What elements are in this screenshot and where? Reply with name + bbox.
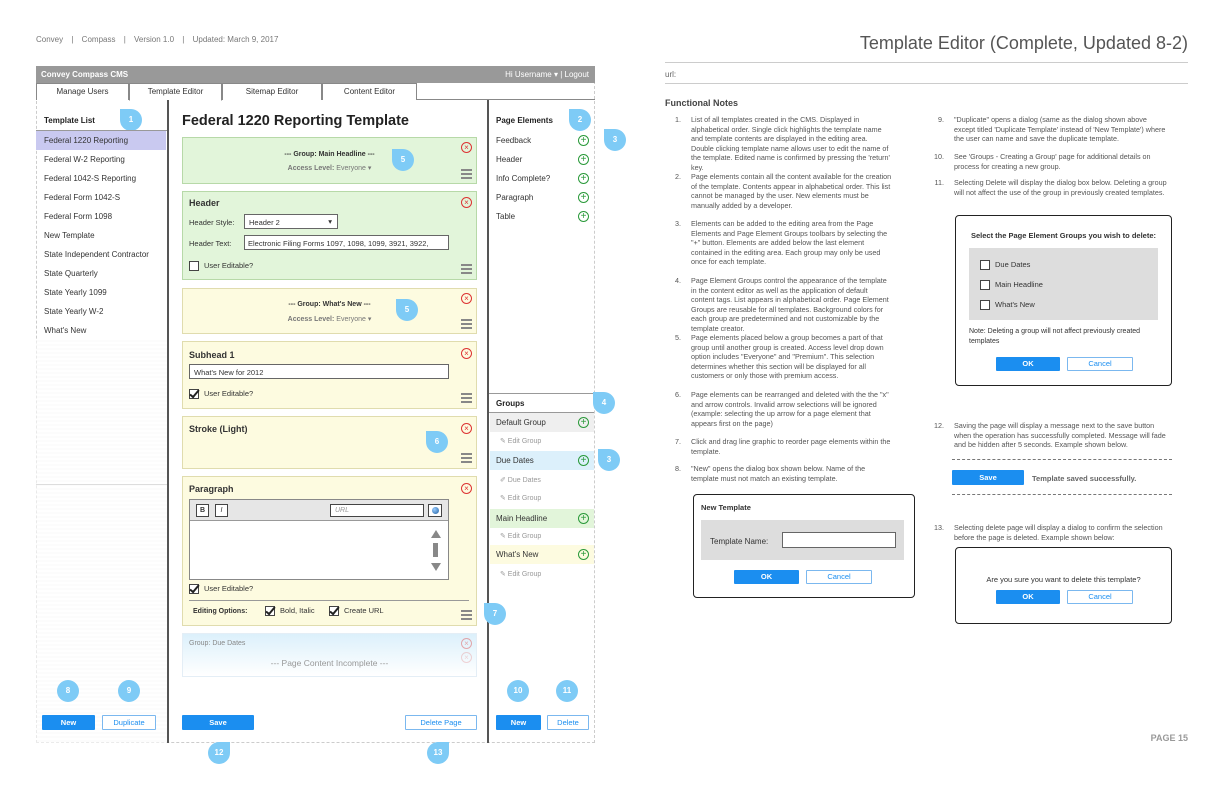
group-whats-new bbox=[182, 288, 477, 334]
note-number: 7. bbox=[675, 437, 681, 446]
note-number: 10. bbox=[934, 152, 944, 161]
meta-product: Convey bbox=[36, 35, 64, 44]
callout-badge: 2 bbox=[569, 109, 591, 131]
access-level[interactable] bbox=[183, 164, 476, 172]
element-title: Stroke (Light) bbox=[189, 424, 248, 434]
callout-badge: 5 bbox=[396, 299, 418, 321]
save-button-example[interactable]: Save bbox=[952, 470, 1024, 485]
cms-titlebar bbox=[36, 66, 595, 83]
add-icon[interactable]: + bbox=[578, 513, 589, 524]
subhead-input[interactable]: What's New for 2012 bbox=[189, 364, 449, 379]
callout-badge: 6 bbox=[426, 431, 448, 453]
group-item-main-headline[interactable]: Main Headline bbox=[490, 509, 594, 528]
group-option[interactable] bbox=[980, 280, 1043, 290]
note-item bbox=[930, 115, 1168, 145]
note-item bbox=[930, 421, 1168, 451]
tab-template-editor[interactable]: Template Editor bbox=[129, 83, 222, 101]
page-element-item: Feedback bbox=[496, 136, 532, 145]
save-button[interactable]: Save bbox=[182, 715, 254, 730]
callout-badge: 3 bbox=[598, 449, 620, 471]
header-element bbox=[182, 191, 477, 280]
edit-group-link[interactable]: ✎ Edit Group bbox=[500, 533, 542, 540]
incomplete-message: --- Page Content Incomplete --- bbox=[270, 658, 389, 668]
divider bbox=[952, 494, 1172, 495]
delete-group-button[interactable]: Delete bbox=[547, 715, 589, 730]
ok-button[interactable]: OK bbox=[734, 570, 799, 584]
header-text-input[interactable]: Electronic Filing Forms 1097, 1098, 1099, 3921, 3922, bbox=[244, 235, 449, 250]
callout-badge: 4 bbox=[593, 392, 615, 414]
cms-title: Convey Compass CMS bbox=[41, 70, 129, 79]
group-label: --- Group: Main Headline --- bbox=[284, 151, 375, 158]
drag-handle-icon[interactable] bbox=[461, 319, 472, 329]
dialog-title: New Template bbox=[701, 503, 751, 512]
scrollbar-thumb[interactable] bbox=[433, 543, 438, 557]
checkbox-label: User Editable? bbox=[204, 261, 254, 270]
checkbox-checked-icon bbox=[189, 389, 199, 399]
template-item[interactable]: Federal W-2 Reporting bbox=[44, 155, 125, 164]
note-text: See 'Groups - Creating a Group' page for additional details on process for creating a new group. bbox=[954, 152, 1151, 171]
user-editable-checkbox[interactable] bbox=[189, 584, 253, 594]
note-item bbox=[667, 172, 892, 212]
column-divider bbox=[167, 100, 169, 743]
callout-badge: 11 bbox=[556, 680, 578, 702]
cancel-button[interactable]: Cancel bbox=[1067, 590, 1133, 604]
element-title: Paragraph bbox=[189, 484, 234, 494]
template-item[interactable]: Federal 1042-S Reporting bbox=[44, 174, 137, 183]
drag-handle-icon[interactable] bbox=[461, 610, 472, 620]
access-label: Access Level: bbox=[287, 165, 335, 172]
editing-options-label: Editing Options: bbox=[193, 608, 248, 615]
checkbox-label: User Editable? bbox=[204, 584, 254, 593]
close-icon[interactable]: × bbox=[461, 423, 472, 434]
note-text: "Duplicate" opens a dialog (same as the dialog shown above except titled 'Duplicate Template' instead of 'New Template') where the user can name and save the duplicate template. bbox=[954, 115, 1166, 144]
meta-sep: | bbox=[182, 35, 185, 44]
group-option[interactable] bbox=[980, 300, 1035, 310]
cancel-button[interactable]: Cancel bbox=[1067, 357, 1133, 371]
group-item-whats-new[interactable]: What's New bbox=[490, 545, 594, 564]
tab-manage-users[interactable]: Manage Users bbox=[36, 83, 129, 100]
note-text: "New" opens the dialog box shown below. Name of the template must not match an existing template. bbox=[691, 464, 866, 483]
drag-handle-icon[interactable] bbox=[461, 169, 472, 179]
checkbox-label: User Editable? bbox=[204, 389, 254, 398]
template-item[interactable]: State Yearly 1099 bbox=[44, 288, 107, 297]
close-icon[interactable]: × bbox=[461, 483, 472, 494]
italic-button[interactable]: I bbox=[215, 504, 228, 517]
user-editable-checkbox[interactable] bbox=[189, 389, 253, 399]
page-elements-heading: Page Elements bbox=[496, 116, 553, 125]
chevron-down-icon: ▾ bbox=[367, 316, 372, 323]
groups-heading: Groups bbox=[496, 399, 525, 408]
template-item[interactable]: State Quarterly bbox=[44, 269, 98, 278]
new-template-dialog bbox=[693, 494, 915, 598]
note-item bbox=[667, 333, 892, 381]
url-input[interactable]: URL bbox=[330, 504, 424, 517]
dialog-title: Select the Page Element Groups you wish to delete: bbox=[970, 231, 1157, 240]
rich-text-editor[interactable] bbox=[189, 499, 449, 580]
checkbox-label: Due Dates bbox=[995, 260, 1031, 269]
group-label: Group: Due Dates bbox=[189, 640, 246, 647]
editor-title: Federal 1220 Reporting Template bbox=[182, 113, 409, 129]
group-option[interactable] bbox=[980, 260, 1030, 270]
user-menu[interactable]: Hi Username ▾ | Logout bbox=[505, 70, 589, 79]
option-bold-italic[interactable] bbox=[265, 606, 315, 616]
divider bbox=[952, 459, 1172, 460]
checkbox-checked-icon bbox=[265, 606, 275, 616]
ok-button[interactable]: OK bbox=[996, 357, 1060, 371]
divider bbox=[489, 393, 594, 394]
close-icon[interactable]: × bbox=[461, 142, 472, 153]
callout-badge: 7 bbox=[484, 603, 506, 625]
template-item[interactable]: State Yearly W-2 bbox=[44, 307, 104, 316]
note-text: Page elements can be rearranged and deleted with the the "x" and arrow controls. Invalid arrow selections will be ignored (example: selecting the up arrow for a page element that appears first on the page) bbox=[691, 390, 889, 428]
note-text: Elements can be added to the editing area from the Page Elements and Page Element Groups toolbars by selecting the "+" button. Elements are added below the last element contained in the editing area. Each group may only be used once for each template. bbox=[691, 219, 888, 267]
group-due-dates bbox=[182, 633, 477, 677]
note-number: 8. bbox=[675, 464, 681, 473]
page-element-item: Paragraph bbox=[496, 193, 534, 202]
note-text: Saving the page will display a message next to the save button when the operation has successfully completed. Message will fade and be hidden after 5 seconds. Example shown below. bbox=[954, 421, 1166, 450]
column-divider bbox=[487, 100, 489, 743]
callout-badge: 12 bbox=[208, 742, 230, 764]
divider bbox=[36, 484, 167, 485]
drag-handle-icon[interactable] bbox=[461, 393, 472, 403]
element-title: Subhead 1 bbox=[189, 350, 235, 360]
add-icon[interactable]: + bbox=[578, 549, 589, 560]
new-template-button[interactable]: New bbox=[42, 715, 95, 730]
subhead-element bbox=[182, 341, 477, 409]
checkbox-label: What's New bbox=[995, 300, 1035, 309]
page-element-item: Info Complete? bbox=[496, 174, 551, 183]
meta-version: Version 1.0 bbox=[134, 35, 175, 44]
checkbox-icon bbox=[980, 280, 990, 290]
note-number: 2. bbox=[675, 172, 681, 181]
note-item bbox=[930, 523, 1168, 543]
template-item[interactable]: New Template bbox=[44, 231, 95, 240]
add-icon[interactable]: + bbox=[578, 154, 589, 165]
link-globe-button[interactable] bbox=[428, 504, 442, 517]
template-item[interactable]: Federal Form 1042-S bbox=[44, 193, 121, 202]
header-style-select[interactable] bbox=[244, 214, 338, 229]
note-item bbox=[667, 115, 892, 172]
note-item bbox=[667, 437, 892, 457]
checkbox-icon bbox=[189, 261, 199, 271]
close-icon[interactable]: × bbox=[461, 197, 472, 208]
dialog-note: Note: Deleting a group will not affect previously created templates bbox=[969, 328, 1141, 345]
callout-badge: 1 bbox=[120, 109, 142, 131]
meta-updated: Updated: March 9, 2017 bbox=[192, 35, 279, 44]
due-dates-element: ✐ Due Dates bbox=[500, 477, 541, 484]
checkbox-label: Create URL bbox=[344, 606, 384, 615]
note-number: 1. bbox=[675, 115, 681, 124]
select-value: Header 2 bbox=[249, 218, 280, 227]
globe-icon bbox=[432, 507, 439, 514]
note-text: Page Element Groups control the appearance of the template in the content editor as well as the application of default content tags. List appears in alphabetical order. Page Element Groups are reusable for all templates. Background colors for each group are predetermined and not customizable by the template creator. bbox=[691, 276, 889, 333]
note-text: Selecting Delete will display the dialog box below. Deleting a group will not affect the use of the group in previously created templates. bbox=[954, 178, 1167, 197]
note-text: Selecting delete page will display a dialog to confirm the selection before the page is deleted. Example shown below: bbox=[954, 523, 1163, 542]
delete-page-button[interactable]: Delete Page bbox=[405, 715, 477, 730]
element-title: Header bbox=[189, 198, 220, 208]
tab-content-editor[interactable]: Content Editor bbox=[322, 83, 417, 100]
delete-page-dialog bbox=[955, 547, 1172, 624]
checkbox-checked-icon bbox=[329, 606, 339, 616]
close-icon[interactable]: × bbox=[461, 652, 472, 663]
delete-groups-dialog bbox=[955, 215, 1172, 386]
note-number: 9. bbox=[938, 115, 944, 124]
page-number: PAGE 15 bbox=[1150, 733, 1188, 743]
field-label: Header Text: bbox=[189, 239, 232, 248]
add-icon[interactable]: + bbox=[578, 135, 589, 146]
note-number: 5. bbox=[675, 333, 681, 342]
add-icon[interactable]: + bbox=[578, 455, 589, 466]
checkbox-icon bbox=[980, 260, 990, 270]
page-element-item: Header bbox=[496, 155, 523, 164]
access-label: Access Level: bbox=[287, 316, 335, 323]
note-text: List of all templates created in the CMS. Displayed in alphabetical order. Single click highlights the template name and template contents are displayed in the editing area. Double clicking template name allows user to edit the name of the template. Edited name is confirmed by pressing the 'return' key. bbox=[691, 115, 890, 172]
meta-sep: | bbox=[123, 35, 126, 44]
divider bbox=[665, 62, 1188, 63]
edit-group-link[interactable]: ✎ Edit Group bbox=[500, 571, 542, 578]
page-element-item: Table bbox=[496, 212, 516, 221]
group-main-headline bbox=[182, 137, 477, 184]
add-icon[interactable]: + bbox=[578, 173, 589, 184]
add-icon[interactable]: + bbox=[578, 417, 589, 428]
meta-project: Compass bbox=[81, 35, 116, 44]
new-group-button[interactable]: New bbox=[496, 715, 541, 730]
callout-badge: 10 bbox=[507, 680, 529, 702]
callout-badge: 8 bbox=[57, 680, 79, 702]
paragraph-element bbox=[182, 476, 477, 626]
template-item[interactable]: Federal Form 1098 bbox=[44, 212, 113, 221]
cancel-button[interactable]: Cancel bbox=[806, 570, 872, 584]
close-icon[interactable]: × bbox=[461, 293, 472, 304]
divider bbox=[665, 83, 1188, 84]
template-name-input[interactable] bbox=[782, 532, 896, 548]
drag-handle-icon[interactable] bbox=[461, 264, 472, 274]
group-label: --- Group: What's New --- bbox=[288, 301, 371, 308]
note-number: 13. bbox=[934, 523, 944, 532]
note-number: 6. bbox=[675, 390, 681, 399]
close-icon[interactable]: × bbox=[461, 348, 472, 359]
field-label: Template Name: bbox=[710, 537, 769, 546]
template-list-heading: Template List bbox=[44, 116, 95, 125]
close-icon[interactable]: × bbox=[461, 638, 472, 649]
template-item[interactable]: Federal 1220 Reporting bbox=[36, 131, 166, 150]
option-create-url[interactable] bbox=[329, 606, 384, 616]
caret-down-icon: ▾ bbox=[328, 217, 332, 226]
save-success-message: Template saved successfully. bbox=[1032, 474, 1137, 483]
template-item[interactable]: State Independent Contractor bbox=[44, 250, 149, 259]
add-icon[interactable]: + bbox=[578, 211, 589, 222]
access-value: Everyone bbox=[336, 165, 366, 172]
note-number: 3. bbox=[675, 219, 681, 228]
callout-badge: 9 bbox=[118, 680, 140, 702]
scroll-up-icon[interactable] bbox=[431, 530, 441, 538]
note-number: 11. bbox=[934, 178, 944, 187]
note-text: Page elements placed below a group becomes a part of that group until another group is created. Access level drop down option includes "Everyone" and "Premium". This selection determines whether this section will be displayed for all customers or only those with premium access. bbox=[691, 333, 884, 381]
checkbox-label: Main Headline bbox=[995, 280, 1043, 289]
dialog-body bbox=[701, 520, 904, 560]
checkbox-checked-icon bbox=[189, 584, 199, 594]
template-item[interactable]: What's New bbox=[44, 326, 87, 335]
edit-group-link[interactable]: ✎ Edit Group bbox=[500, 438, 542, 445]
tab-bar bbox=[36, 83, 595, 100]
bold-button[interactable]: B bbox=[196, 504, 209, 517]
meta-sep: | bbox=[71, 35, 74, 44]
chevron-down-icon: ▾ bbox=[367, 165, 372, 172]
user-editable-checkbox[interactable] bbox=[189, 261, 253, 271]
access-value: Everyone bbox=[336, 316, 366, 323]
note-item bbox=[667, 276, 892, 333]
doc-meta bbox=[36, 35, 284, 44]
note-item bbox=[930, 152, 1168, 172]
duplicate-button[interactable]: Duplicate bbox=[102, 715, 156, 730]
notes-heading: Functional Notes bbox=[665, 98, 739, 108]
note-number: 4. bbox=[675, 276, 681, 285]
note-item bbox=[667, 219, 892, 267]
callout-badge: 13 bbox=[427, 742, 449, 764]
url-label: url: bbox=[665, 70, 677, 79]
checkbox-label: Bold, Italic bbox=[280, 606, 315, 615]
field-label: Header Style: bbox=[189, 218, 235, 227]
checkbox-icon bbox=[980, 300, 990, 310]
drag-handle-icon[interactable] bbox=[461, 453, 472, 463]
page-title: Template Editor (Complete, Updated 8-2) bbox=[859, 33, 1188, 53]
divider bbox=[189, 600, 469, 601]
note-text: Click and drag line graphic to reorder page elements within the template. bbox=[691, 437, 891, 456]
note-item bbox=[667, 464, 892, 484]
scroll-down-icon[interactable] bbox=[431, 563, 441, 571]
edit-group-link[interactable]: ✎ Edit Group bbox=[500, 495, 542, 502]
add-icon[interactable]: + bbox=[578, 192, 589, 203]
list-empty-area bbox=[36, 340, 167, 743]
tab-sitemap-editor[interactable]: Sitemap Editor bbox=[222, 83, 322, 100]
dialog-question: Are you sure you want to delete this template? bbox=[986, 575, 1141, 584]
callout-badge: 3 bbox=[604, 129, 626, 151]
access-level[interactable] bbox=[183, 315, 476, 323]
note-text: Page elements contain all the content available for the creation of the template. Contents appear in alphabetical order. This list cannot be managed by the user. New elements must be manually added by a developer. bbox=[691, 172, 892, 210]
group-item-due-dates[interactable]: Due Dates bbox=[490, 451, 594, 470]
note-number: 12. bbox=[934, 421, 944, 430]
callout-badge: 5 bbox=[392, 149, 414, 171]
note-item bbox=[667, 390, 892, 430]
ok-button[interactable]: OK bbox=[996, 590, 1060, 604]
note-item bbox=[930, 178, 1168, 208]
group-item-default[interactable]: Default Group bbox=[490, 413, 594, 432]
dialog-body bbox=[969, 248, 1158, 320]
